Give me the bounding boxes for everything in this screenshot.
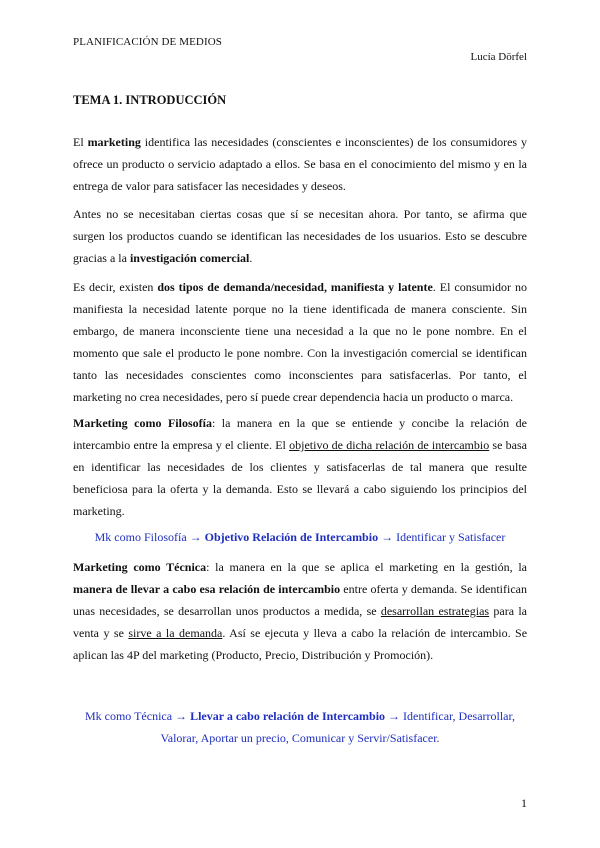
- paragraph-marketing-philosophy: [73, 412, 527, 522]
- page-title: TEMA 1. INTRODUCCIÓN: [73, 93, 227, 107]
- paragraph-marketing-technique: [73, 556, 527, 666]
- paragraph-needs-history: [73, 203, 527, 269]
- bold-term: Marketing como Técnica: [73, 560, 207, 574]
- page-number: 1: [521, 796, 527, 810]
- bold-term: investigación comercial: [129, 251, 250, 265]
- text-run: identifica las necesidades (conscientes e inconscientes) de los consumidores y ofrece un producto o servicio adaptado a ellos. Se basa en el conocimiento del mismo y en la entrega de valor para satisfacer las necesidades y deseos.: [73, 135, 527, 193]
- text-run: Mk como Filosofía →: [94, 530, 205, 544]
- bold-term: Marketing como Filosofía: [73, 416, 212, 430]
- underlined-term: desarrollan estrategias: [380, 604, 490, 618]
- bold-term: dos tipos de demanda/necesidad, manifiesta y latente: [157, 280, 433, 294]
- summary-philosophy: [73, 526, 527, 548]
- text-run: Es decir, existen: [73, 280, 158, 294]
- header-course-title: PLANIFICACIÓN DE MEDIOS: [73, 36, 222, 48]
- underlined-term: sirve a la demanda: [128, 626, 223, 640]
- text-run: . El consumidor no manifiesta la necesidad latente porque no la tiene identificada de manera consciente. Sin embargo, de manera inconsciente tiene una necesidad a la que no le pone nombre. En el momento que sale el producto le pone nombre. Con la investigación comercial se identifican tanto las necesidades conscientes como inconscientes para satisfacerlas. Por tanto, el marketing no crea necesidades, pero sí puede crear dependencia hacia un producto o marca.: [73, 280, 527, 404]
- text-run: → Identificar, Desarrollar, Valorar, Aportar un precio, Comunicar y Servir/Satisfacer.: [160, 709, 516, 745]
- bold-term: marketing: [87, 135, 141, 149]
- text-run: Antes no se necesitaban ciertas cosas que sí se necesitan ahora. Por tanto, se afirma que surgen los productos cuando se identifican las necesidades de los usuarios. Esto se descubre gracias a la: [73, 207, 527, 265]
- text-run: : la manera en la que se entiende y concibe la relación de intercambio entre la empresa y el cliente. El: [73, 416, 527, 452]
- paragraph-marketing-definition: [73, 131, 527, 197]
- bold-term: Llevar a cabo relación de Intercambio: [190, 709, 386, 723]
- text-run: → Identificar y Satisfacer: [378, 530, 506, 544]
- text-run: . Así se ejecuta y lleva a cabo la relación de intercambio. Se aplican las 4P del marketing (Producto, Precio, Distribución y Promoción).: [73, 626, 528, 662]
- text-run: se basa en identificar las necesidades de los clientes y satisfacerlas de tal manera que resulte beneficiosa para la oferta y la demanda. Esto se llevará a cabo siguiendo los principios del marketing.: [73, 438, 527, 518]
- text-run: El: [73, 135, 88, 149]
- bold-term: Objetivo Relación de Intercambio: [204, 530, 379, 544]
- underlined-term: objetivo de dicha relación de intercambio: [289, 438, 490, 452]
- text-run: entre oferta y demanda. Se identifican unas necesidades, se desarrollan unos productos a medida, se: [73, 582, 527, 618]
- text-run: .: [249, 251, 253, 265]
- text-run: para la venta y se: [73, 604, 527, 640]
- summary-technique: [73, 705, 527, 749]
- text-run: Mk como Técnica →: [84, 709, 191, 723]
- text-run: : la manera en la que se aplica el marketing en la gestión, la: [206, 560, 527, 574]
- header-author: Lucía Dörfel: [470, 51, 527, 63]
- paragraph-demand-types: [73, 276, 527, 408]
- bold-term: manera de llevar a cabo esa relación de intercambio: [73, 582, 341, 596]
